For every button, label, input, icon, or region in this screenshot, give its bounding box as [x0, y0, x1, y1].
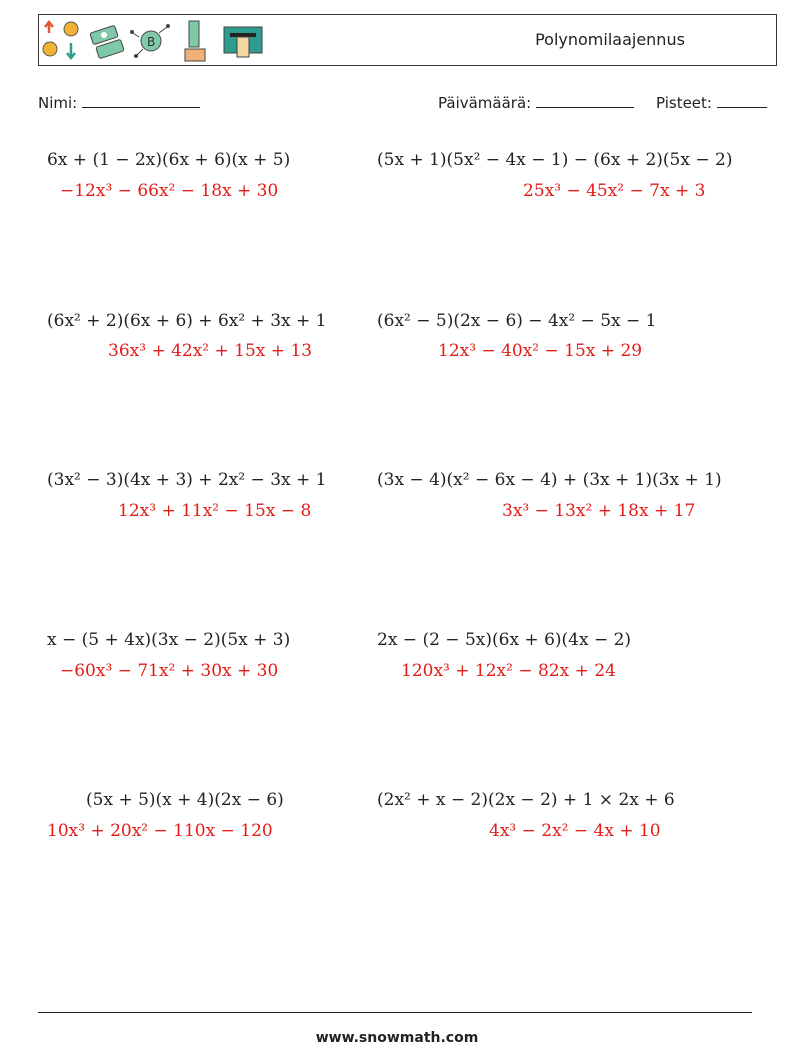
- coins-up-down-icon: [43, 22, 78, 58]
- problem-4-expression: (6x² − 5)(2x − 6) − 4x² − 5x − 1: [377, 311, 657, 331]
- name-label: Nimi:: [38, 94, 78, 112]
- svg-text:B: B: [147, 35, 156, 49]
- footer-url[interactable]: www.snowmath.com: [315, 1030, 479, 1046]
- date-blank[interactable]: [536, 93, 634, 108]
- bitcoin-network-icon: [130, 24, 170, 58]
- problem-4-answer: 12x³ − 40x² − 15x + 29: [438, 341, 643, 361]
- problem-9-expression: (5x + 5)(x + 4)(2x − 6): [86, 790, 284, 810]
- problem-5-answer: 12x³ + 11x² − 15x − 8: [118, 501, 312, 521]
- problem-3-expression: (6x² + 2)(6x + 6) + 6x² + 3x + 1: [47, 311, 327, 331]
- header-icons: [39, 15, 279, 67]
- worksheet-title: Polynomilaajennus: [535, 30, 685, 49]
- problem-8-answer: 120x³ + 12x² − 82x + 24: [401, 661, 616, 681]
- score-label: Pisteet:: [656, 94, 712, 112]
- atm-cash-icon: [224, 27, 262, 57]
- problem-7-answer: −60x³ − 71x² + 30x + 30: [60, 661, 279, 681]
- problem-10-answer: 4x³ − 2x² − 4x + 10: [489, 821, 661, 841]
- hand-with-banknote-icon: [185, 21, 205, 61]
- problem-6-answer: 3x³ − 13x² + 18x + 17: [502, 501, 696, 521]
- name-blank[interactable]: [82, 93, 200, 108]
- banknotes-icon: [90, 25, 124, 58]
- name-field[interactable]: [38, 93, 200, 112]
- score-blank[interactable]: [717, 93, 767, 108]
- problem-1-answer: −12x³ − 66x² − 18x + 30: [60, 181, 279, 201]
- problem-9-answer: 10x³ + 20x² − 110x − 120: [47, 821, 273, 841]
- problem-2-expression: (5x + 1)(5x² − 4x − 1) − (6x + 2)(5x − 2): [377, 150, 733, 170]
- date-field[interactable]: [438, 93, 634, 112]
- problem-7-expression: x − (5 + 4x)(3x − 2)(5x + 3): [47, 630, 291, 650]
- problem-2-answer: 25x³ − 45x² − 7x + 3: [523, 181, 706, 201]
- worksheet-header: [38, 14, 777, 66]
- problem-8-expression: 2x − (2 − 5x)(6x + 6)(4x − 2): [377, 630, 632, 650]
- problem-10-expression: (2x² + x − 2)(2x − 2) + 1 × 2x + 6: [377, 790, 675, 810]
- problem-6-expression: (3x − 4)(x² − 6x − 4) + (3x + 1)(3x + 1): [377, 470, 722, 490]
- date-label: Päivämäärä:: [438, 94, 532, 112]
- score-field[interactable]: [656, 93, 767, 112]
- problem-1-expression: 6x + (1 − 2x)(6x + 6)(x + 5): [47, 150, 291, 170]
- problem-5-expression: (3x² − 3)(4x + 3) + 2x² − 3x + 1: [47, 470, 327, 490]
- footer-divider: [38, 1012, 752, 1013]
- problem-3-answer: 36x³ + 42x² + 15x + 13: [108, 341, 313, 361]
